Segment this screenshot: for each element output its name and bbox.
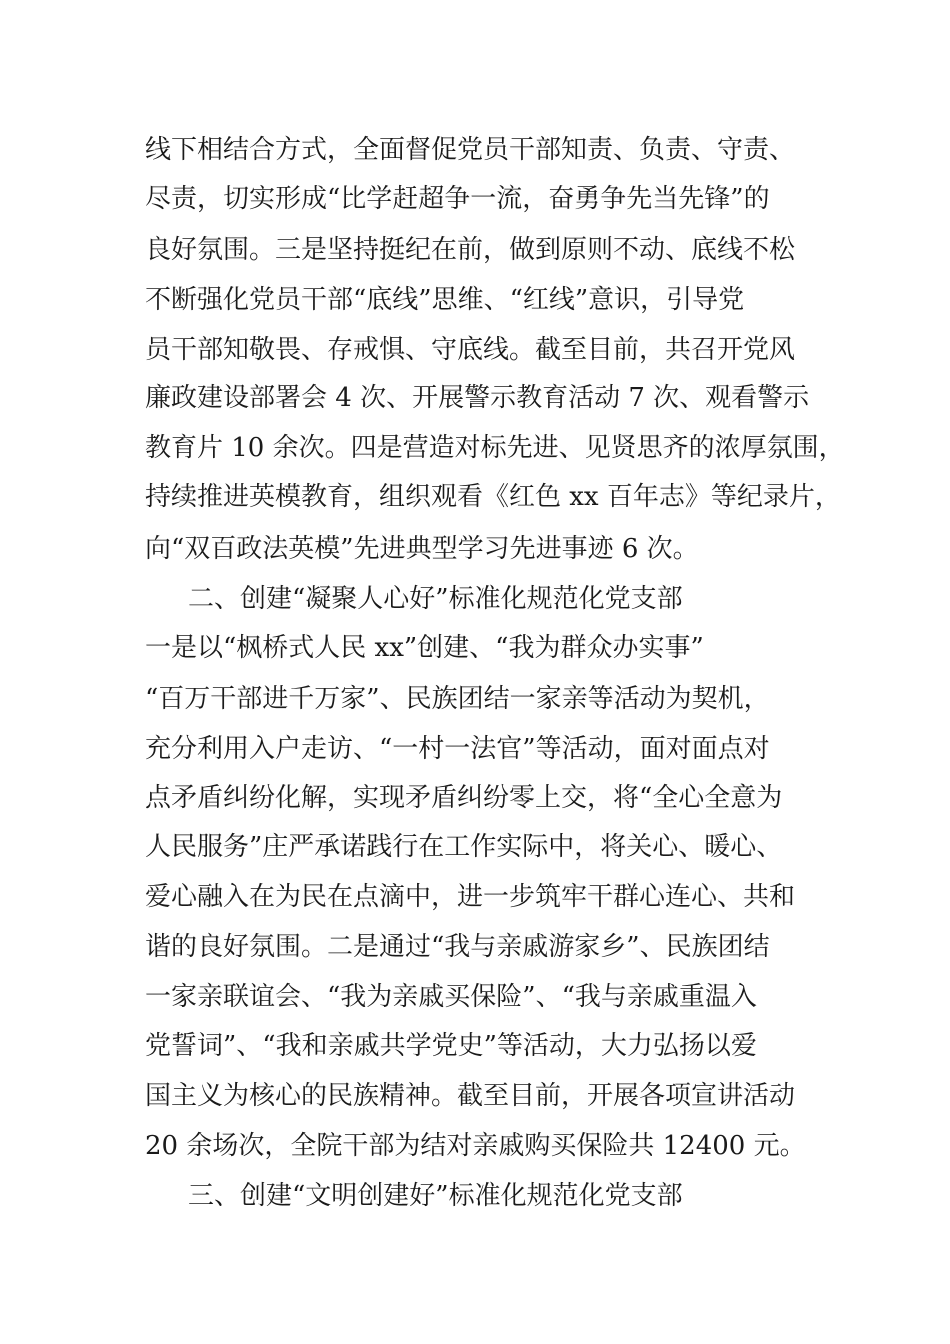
text-line: 良好氛围。三是坚持挺纪在前，做到原则不动、底线不松 — [145, 235, 796, 265]
text-line: 教育片 10 余次。四是营造对标先进、见贤思齐的浓厚氛围， — [145, 433, 845, 463]
text-line: 充分利用入户走访、“一村一法官”等活动，面对面点对 — [145, 734, 770, 764]
text-line: 爱心融入在为民在点滴中，进一步筑牢干群心连心、共和 — [145, 882, 796, 912]
text-line: 谐的良好氛围。二是通过“我与亲戚游家乡”、民族团结 — [145, 932, 770, 962]
section-heading: 二、创建“凝聚人心好”标准化规范化党支部 — [188, 584, 683, 614]
text-line: 廉政建设部署会 4 次、开展警示教育活动 7 次、观看警示 — [145, 383, 810, 413]
section-heading: 三、创建“文明创建好”标准化规范化党支部 — [188, 1181, 683, 1211]
text-line: 员干部知敬畏、存戒惧、守底线。截至目前，共召开党风 — [145, 335, 796, 365]
text-line: 一家亲联谊会、“我为亲戚买保险”、“我与亲戚重温入 — [145, 982, 757, 1012]
text-line: 人民服务”庄严承诺践行在工作实际中，将关心、暖心、 — [145, 832, 783, 862]
text-line: 持续推进英模教育，组织观看《红色 xx 百年志》等纪录片， — [145, 482, 841, 512]
text-line: 点矛盾纠纷化解，实现矛盾纠纷零上交，将“全心全意为 — [145, 783, 783, 813]
text-line: “百万干部进千万家”、民族团结一家亲等活动为契机， — [145, 684, 770, 714]
text-line: 一是以“枫桥式人民 xx”创建、“我为群众办实事” — [145, 633, 704, 663]
text-line: 向“双百政法英模”先进典型学习先进事迹 6 次。 — [145, 534, 699, 564]
text-line: 20 余场次，全院干部为结对亲戚购买保险共 12400 元。 — [145, 1131, 806, 1161]
text-line: 尽责，切实形成“比学赶超争一流，奋勇争先当先锋”的 — [145, 184, 770, 214]
text-line: 线下相结合方式，全面督促党员干部知责、负责、守责、 — [145, 135, 796, 165]
text-line: 不断强化党员干部“底线”思维、“红线”意识，引导党 — [145, 285, 745, 315]
text-line: 国主义为核心的民族精神。截至目前，开展各项宣讲活动 — [145, 1081, 796, 1111]
text-line: 党誓词”、“我和亲戚共学党史”等活动，大力弘扬以爱 — [145, 1031, 757, 1061]
